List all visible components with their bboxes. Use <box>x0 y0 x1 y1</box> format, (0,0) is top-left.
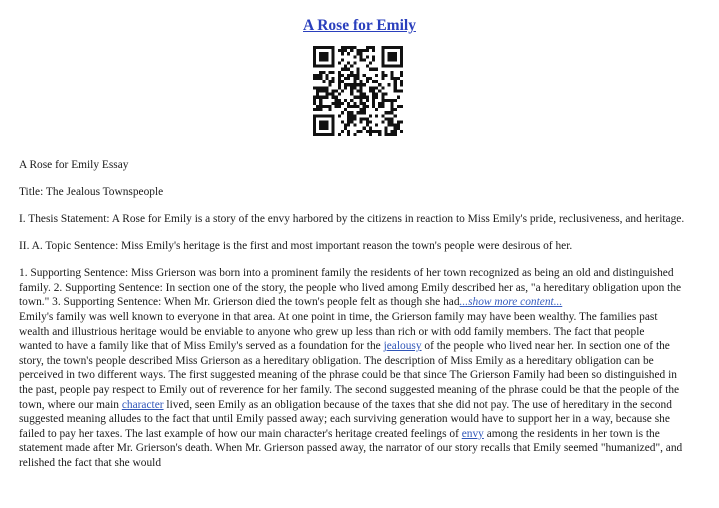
qr-code-icon <box>313 46 403 136</box>
body-text: of the people who lived near her. In section one of the <box>424 340 670 353</box>
support-line-text: town." 3. Supporting Sentence: When Mr. Grierson died the town's people felt as though she had <box>19 296 460 309</box>
body-line <box>19 427 705 442</box>
support-line: family. 2. Supporting Sentence: In section one of the story, the people who lived among Emily described her as, "a hereditary obligation upon the <box>19 281 682 294</box>
body-line: the past, people pay respect to Emily out of reverence for her family. The second suggested meaning of the phrase could be that the people of the <box>19 383 680 396</box>
character-link[interactable]: character <box>121 398 164 411</box>
body-line: Emily's family was well known to everyone in that area. At one point in time, the Grierson family may have been wealthy. The families past <box>19 311 658 323</box>
body-line: suggested meaning alludes to the fact that until Emily passed away; each surviving generation would have to support her in a way, because she <box>19 413 670 426</box>
envy-link[interactable]: envy <box>461 427 484 440</box>
body-line: statement made after Mr. Grierson's death. When Mr. Grierson passed away, the narrator of our story recalls that Emily seemed "humanized", and <box>19 442 683 455</box>
support-line: 1. Supporting Sentence: Miss Grierson was born into a prominent family the residents of her town recognized as being an old and distinguished <box>19 267 674 279</box>
body-text: town, where our main <box>19 398 119 411</box>
body-line <box>19 398 705 413</box>
body-line: perceived in two different ways. The first suggested meaning of the phrase could be that since The Grierson Family had been so distinguished in <box>19 369 677 382</box>
body-text: among the residents in her town is the <box>486 427 660 440</box>
essay-heading: A Rose for Emily Essay <box>19 159 129 171</box>
body-text: failed to pay her taxes. The last example of how our main character's heritage created feelings of <box>19 427 459 440</box>
thesis-statement: I. Thesis Statement: A Rose for Emily is a story of the envy harbored by the citizens in reaction to Miss Emily's pride, reclusiveness, and heritage. <box>19 213 685 225</box>
essay-title-line: Title: The Jealous Townspeople <box>19 186 164 198</box>
body-line: wealth and illustrious heritage would be enviable to anyone who grew up less than rich or with odd family members. The fact that people <box>19 325 645 338</box>
supporting-sentences <box>19 266 705 310</box>
body-text: wanted to have a family like that of Miss Emily's served as a foundation for the <box>19 340 381 353</box>
document-title <box>0 17 719 35</box>
body-line: relished the fact that she would <box>19 456 162 469</box>
document-title-link[interactable]: A Rose for Emily <box>303 17 416 34</box>
essay-body <box>19 310 705 471</box>
jealousy-link[interactable]: jealousy <box>383 340 422 353</box>
body-text: lived, seen Emily as an obligation because of the taxes that she did not pay. The use of hereditary in the second <box>166 398 672 411</box>
body-line: story, the town's people described Miss Grierson as a hereditary obligation. The description of Miss Emily as a hereditary obligation can be <box>19 354 654 367</box>
support-line <box>19 295 705 310</box>
body-line <box>19 339 705 354</box>
topic-sentence: II. A. Topic Sentence: Miss Emily's heritage is the first and most important reason the town's people were desirous of her. <box>19 240 573 252</box>
show-more-link[interactable]: ...show more content... <box>459 296 563 309</box>
